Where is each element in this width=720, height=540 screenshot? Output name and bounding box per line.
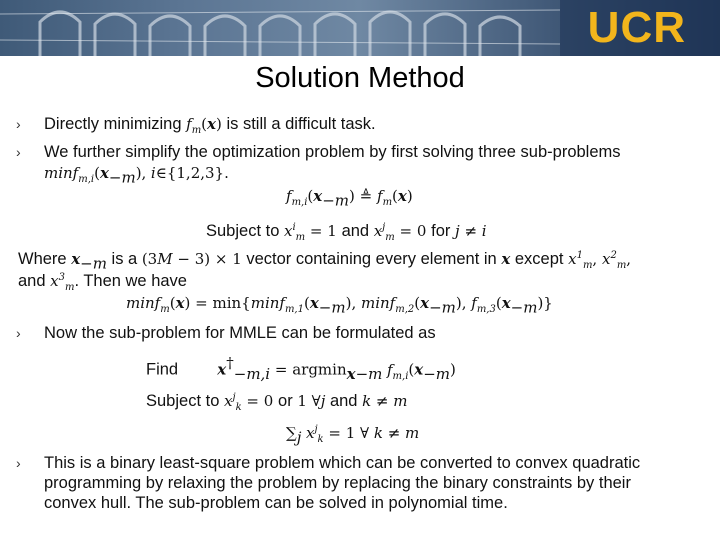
then-we-have: . Then we have: [74, 272, 187, 290]
header-banner: [0, 0, 720, 56]
subject-to-label: Subject to: [206, 222, 280, 240]
except-label: except: [514, 250, 564, 268]
or-label: or: [278, 392, 293, 410]
and-label-3: and: [329, 392, 358, 410]
for-label: for: [431, 222, 451, 240]
chevron-right-icon: ›: [16, 455, 21, 471]
bullet-2-line-1: We further simplify the optimization problem by first solving three sub-problems: [44, 143, 621, 161]
sum-constraint: $\sum_j$ $x^j_k = 1$ ∀ k ≠ m: [286, 424, 420, 447]
and-line: and $x^3_m$. Then we have: [18, 272, 187, 293]
and-label: and: [341, 222, 370, 240]
page-title: Solution Method: [255, 62, 465, 94]
logo-text: UCR: [587, 3, 686, 52]
bullet-1-tail: is still a difficult task.: [226, 115, 376, 133]
bullet-4-line-1: This is a binary least-square problem which can be converted to convex quadratic: [44, 454, 641, 472]
chevron-right-icon: ›: [16, 116, 21, 132]
subject-to-line-2: Subject to $x^j_k = 0$ or 1 ∀j and k ≠ m: [146, 392, 408, 413]
is-a-label: is a: [111, 250, 138, 268]
bullet-4-line-3: convex hull. The sub-problem can be solved in polynomial time.: [44, 494, 508, 512]
bullet-3-line-1: Now the sub-problem for MMLE can be formulated as: [44, 324, 436, 342]
min-equation: $\min f_m(x) = \min\{\min f_{m,1}(x_{-m})$, $\min f_{m,2}(x_{-m})$, $f_{m,3}(x_{-m})$}: [126, 294, 553, 317]
find-line: Find $x^\dagger_{-m,i} = argmin_{x-m}$ $f_{m,i}(x_{-m})$: [146, 354, 456, 383]
and-label-2: and: [18, 272, 46, 290]
bullet-1-text: Directly minimizing: [44, 115, 182, 133]
ucr-logo: [588, 4, 686, 52]
chevron-right-icon: ›: [16, 144, 21, 160]
bullet-4-line-2: programming by relaxing the problem by replacing the binary constraints by their: [44, 474, 631, 492]
vector-text: vector containing every element in: [246, 250, 497, 268]
find-label: Find: [146, 360, 179, 379]
bullet-1: Directly minimizing $f_m(x)$ is still a difficult task.: [44, 115, 376, 136]
equation-definition: $f_{m,i}(x_{-m})$ ≜ $f_m(x)$: [286, 187, 413, 210]
chevron-right-icon: ›: [16, 325, 21, 341]
bullet-2-line-2: $\min f_{m,i}(x_{-m})$, i∈{1,2,3}.: [44, 164, 229, 187]
constraint-line: Subject to $x^i_m = 1$ and $x^j_m = 0$ for j ≠ i: [206, 222, 487, 243]
subject-to-label-2: Subject to: [146, 392, 220, 410]
where-label: Where: [18, 250, 67, 268]
where-line: Where $x_{-m}$ is a (3M − 3) × 1 vector containing every element in x except $x^1_m$, $x^2_m$,: [18, 250, 632, 273]
